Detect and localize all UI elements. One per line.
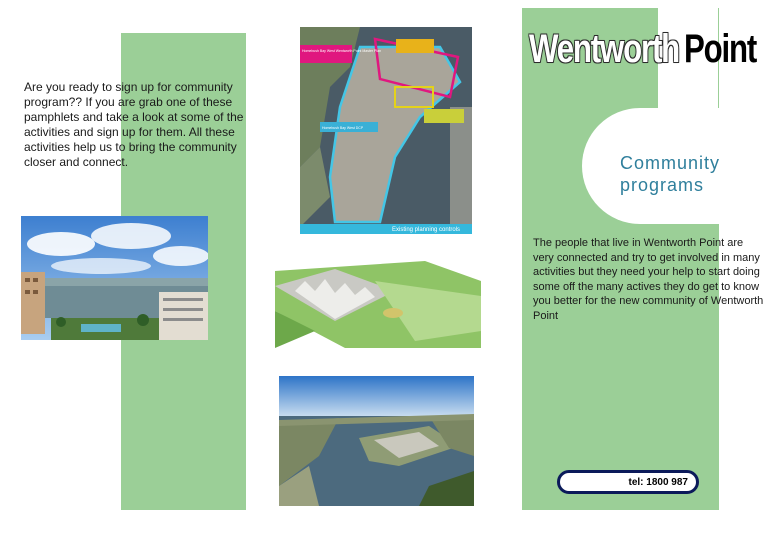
subtitle-line1: Community bbox=[620, 153, 721, 173]
map-legend-existing: Existing planning controls bbox=[392, 227, 461, 233]
map-label-dcp: Homebush Bay West DCP bbox=[322, 126, 364, 130]
description-text: The people that live in Wentworth Point are very connected and try to get involved in many activities but they need your help to start doing some off the many actives they do get to know you better for the new community of Wentworth Point bbox=[533, 237, 764, 322]
aerial-photo bbox=[279, 376, 474, 506]
intro-text: Are you ready to sign up for community program?? If you are grab one of these pamphlets and take a look at some of the activities and sign up for them. All these activities help us to bring the community closer and connect. bbox=[24, 80, 244, 169]
tel-badge: tel: 1800 987 bbox=[557, 470, 699, 494]
subtitle-line2: programs bbox=[620, 175, 705, 195]
title-point: Point bbox=[684, 27, 757, 71]
masterplan-render bbox=[275, 261, 481, 348]
map-label-masterplan: Homebush Bay West Wentworth Point Master Plan bbox=[302, 49, 382, 53]
aerial-map bbox=[300, 27, 472, 234]
title-wentworth: Wentworth bbox=[529, 27, 680, 71]
subtitle bbox=[620, 152, 720, 196]
waterfront-photo bbox=[21, 216, 208, 340]
